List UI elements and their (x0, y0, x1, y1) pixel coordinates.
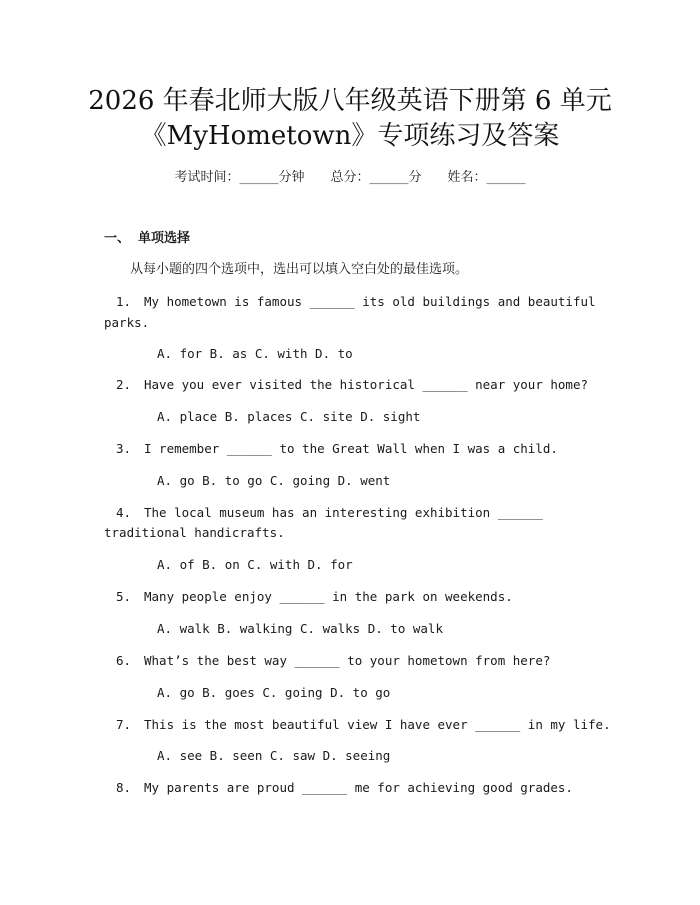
question-number: 5. (115, 589, 131, 604)
question-8 (104, 779, 573, 797)
document-title-line-1: 2026 年春北师大版八年级英语下册第 6 单元 (88, 86, 612, 116)
question-number: 3. (115, 441, 131, 456)
question-text: I remember ______ to the Great Wall when I was a child. (144, 441, 558, 456)
question-options: A. place B. places C. site D. sight (157, 409, 421, 424)
question-number: 4. (115, 505, 131, 520)
question-5 (104, 588, 513, 606)
question-4 (104, 504, 543, 522)
total-score-field: 总分：______分 (330, 170, 422, 185)
question-2 (104, 376, 588, 394)
question-continuation: traditional handicrafts. (104, 525, 285, 540)
question-options: A. walk B. walking C. walks D. to walk (157, 621, 443, 636)
question-text: What’s the best way ______ to your hometown from here? (144, 653, 551, 668)
exam-time-field: 考试时间：______分钟 (174, 170, 305, 185)
question-6 (104, 652, 550, 670)
question-options: A. see B. seen C. saw D. seeing (157, 748, 391, 763)
section-instruction: 从每小题的四个选项中，选出可以填入空白处的最佳选项。 (130, 262, 469, 277)
question-text: My parents are proud ______ me for achieving good grades. (144, 780, 573, 795)
question-text: My hometown is famous ______ its old buildings and beautiful (144, 294, 596, 309)
question-number: 7. (115, 717, 131, 732)
question-text: The local museum has an interesting exhibition ______ (144, 505, 543, 520)
question-text: Have you ever visited the historical ______ near your home? (144, 377, 589, 392)
question-number: 8. (115, 780, 131, 795)
question-number: 6. (115, 653, 131, 668)
student-name-field: 姓名：______ (447, 170, 526, 185)
question-options: A. go B. goes C. going D. to go (157, 685, 391, 700)
question-7 (104, 716, 611, 734)
question-options: A. for B. as C. with D. to (157, 346, 353, 361)
question-text: Many people enjoy ______ in the park on weekends. (144, 589, 513, 604)
question-text: This is the most beautiful view I have ever ______ in my life. (144, 717, 611, 732)
question-1 (104, 293, 596, 311)
question-options: A. go B. to go C. going D. went (157, 473, 391, 488)
question-number: 2. (115, 377, 131, 392)
question-options: A. of B. on C. with D. for (157, 557, 353, 572)
section-title: 单项选择 (138, 231, 191, 246)
question-number: 1. (115, 294, 131, 309)
question-continuation: parks. (104, 315, 150, 330)
question-3 (104, 440, 558, 458)
section-heading (104, 230, 190, 248)
section-number: 一、 (104, 231, 131, 246)
exam-meta-info (0, 169, 700, 187)
document-title-line-2: 《MyHometown》专项练习及答案 (140, 121, 560, 151)
